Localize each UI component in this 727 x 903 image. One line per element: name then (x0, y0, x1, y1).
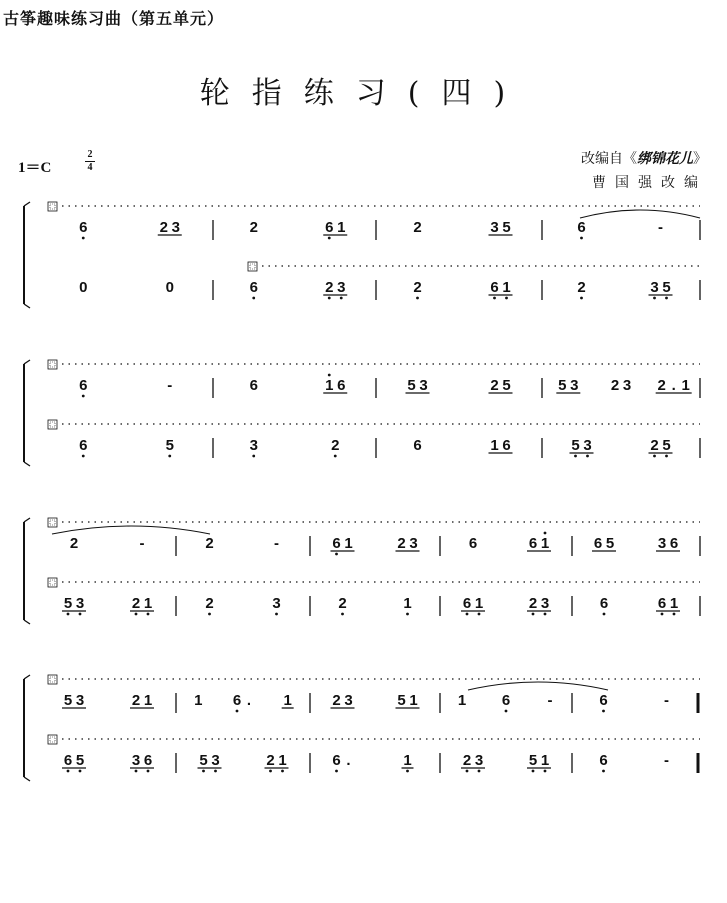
tie-slur (52, 526, 210, 534)
lower-octave-dot (603, 613, 606, 616)
lower-octave-dot (580, 237, 583, 240)
note: 2 (577, 279, 586, 296)
time-signature-top: 2 (87, 149, 93, 160)
tremolo-box-inner (50, 204, 55, 209)
note: 6 (577, 219, 586, 236)
lower-octave-dot (493, 297, 496, 300)
lower-octave-dot (82, 237, 85, 240)
note: 6 (79, 377, 88, 394)
note: 1 (490, 437, 499, 454)
lower-octave-dot (505, 297, 508, 300)
lower-octave-dot (168, 455, 171, 458)
note: 6 (232, 692, 242, 709)
lower-octave-dot (335, 553, 338, 556)
note: 6 (657, 595, 667, 612)
note: 6 (337, 377, 346, 394)
note: 1 (283, 692, 292, 709)
system-brace-bottom (24, 777, 30, 781)
note: 6 (79, 219, 88, 236)
note: 1 (669, 595, 679, 612)
note: 3 (344, 692, 353, 709)
note: 6 (249, 377, 258, 394)
note: 1 (278, 752, 287, 769)
tremolo-box-icon (48, 420, 57, 429)
note: 1 (681, 377, 690, 394)
note: 2 (490, 377, 499, 394)
note: 5 (63, 595, 73, 612)
lower-octave-dot (147, 770, 150, 773)
lower-octave-dot (67, 770, 70, 773)
lower-octave-dot (252, 455, 255, 458)
note: 2 (657, 377, 666, 394)
note: 6 (143, 752, 153, 769)
note: 3 (211, 752, 220, 769)
note: 3 (540, 595, 550, 612)
lower-octave-dot (416, 297, 419, 300)
lower-octave-dot (505, 710, 508, 713)
arranger-credit: 曹国强改编 (592, 175, 707, 191)
note: 5 (397, 692, 406, 709)
lower-octave-dot (478, 613, 481, 616)
dash-sustain: - (139, 535, 145, 552)
tremolo-box-icon (48, 578, 57, 587)
lower-octave-dot (406, 613, 409, 616)
note: 5 (165, 437, 174, 454)
note: 5 (75, 752, 85, 769)
note: 6 (325, 219, 334, 236)
lower-octave-dot (665, 297, 668, 300)
lower-octave-dot (334, 455, 337, 458)
tie-slur (468, 682, 608, 690)
upper-octave-dot (328, 374, 331, 377)
tremolo-box-inner (50, 580, 55, 585)
note: 5 (662, 437, 671, 454)
lower-octave-dot (478, 770, 481, 773)
note: 2 (462, 752, 472, 769)
note: 2 (332, 692, 341, 709)
lower-octave-dot (79, 770, 82, 773)
source-prefix: 改编自《 (581, 151, 637, 167)
note: 1 (344, 535, 353, 552)
note: 2 (338, 595, 347, 612)
note: 3 (75, 595, 85, 612)
lower-octave-dot (82, 395, 85, 398)
lower-octave-dot (532, 770, 535, 773)
tremolo-box-inner (50, 362, 55, 367)
system-brace-bottom (24, 620, 30, 624)
lower-octave-dot (341, 613, 344, 616)
note: 3 (75, 692, 85, 709)
lower-octave-dot (574, 455, 577, 458)
note: 2 (528, 595, 538, 612)
note: 1 (409, 692, 418, 709)
lower-octave-dot (82, 455, 85, 458)
tremolo-box-icon (48, 202, 57, 211)
note: 2 (331, 437, 340, 454)
note: 3 (409, 535, 418, 552)
lower-octave-dot (335, 770, 338, 773)
note: 3 (474, 752, 484, 769)
tremolo-box-inner (50, 520, 55, 525)
lower-octave-dot (79, 613, 82, 616)
lower-octave-dot (406, 770, 409, 773)
lower-octave-dot (328, 297, 331, 300)
lower-octave-dot (602, 710, 605, 713)
note: 2 (205, 595, 214, 612)
lower-octave-dot (328, 237, 331, 240)
note: 1 (403, 752, 412, 769)
note: 3 (650, 279, 659, 296)
lower-octave-dot (661, 613, 664, 616)
lower-octave-dot (281, 770, 284, 773)
lower-octave-dot (340, 297, 343, 300)
note: 2 (397, 535, 406, 552)
tremolo-box-icon (48, 675, 57, 684)
lower-octave-dot (269, 770, 272, 773)
note: 2 (131, 595, 141, 612)
note: 5 (407, 377, 416, 394)
note: 2 (650, 437, 659, 454)
lower-octave-dot (673, 613, 676, 616)
note: 1 (502, 279, 511, 296)
tremolo-box-icon (48, 735, 57, 744)
lower-octave-dot (135, 770, 138, 773)
lower-octave-dot (275, 613, 278, 616)
note: 1 (540, 535, 550, 552)
note: 3 (419, 377, 428, 394)
lower-octave-dot (602, 770, 605, 773)
tremolo-box-inner (50, 422, 55, 427)
note: 5 (502, 219, 511, 236)
system-brace-top (24, 675, 30, 679)
lower-octave-dot (544, 770, 547, 773)
note: 2 (266, 752, 275, 769)
series-title: 古筝趣味练习曲（第五单元） (3, 9, 225, 28)
note: . (246, 692, 252, 709)
tie-slur (580, 210, 700, 218)
note: 6 (79, 437, 88, 454)
note: 6 (63, 752, 73, 769)
note: 5 (63, 692, 73, 709)
dash-sustain: - (664, 752, 669, 769)
note: 2 (249, 219, 258, 236)
lower-octave-dot (214, 770, 217, 773)
note: 6 (413, 437, 422, 454)
source-song: 绑锦花儿 (637, 151, 693, 167)
lower-octave-dot (580, 297, 583, 300)
dash-sustain: - (658, 219, 663, 236)
tremolo-box-inner (50, 737, 55, 742)
lower-octave-dot (665, 455, 668, 458)
lower-octave-dot (135, 613, 138, 616)
note: 1 (143, 595, 153, 612)
note: 1 (474, 595, 484, 612)
note: 1 (403, 595, 412, 612)
note: 6 (249, 279, 258, 296)
note: 1 (194, 692, 203, 709)
note: 3 (570, 377, 579, 394)
dash-sustain: - (274, 535, 279, 552)
note: 6 (502, 437, 511, 454)
note: 2 (610, 377, 620, 394)
system-brace-top (24, 360, 30, 364)
system-brace-top (24, 518, 30, 522)
note: 3 (131, 752, 141, 769)
lower-octave-dot (208, 613, 211, 616)
note: 6 (599, 692, 608, 709)
tremolo-box-inner (250, 264, 255, 269)
lower-octave-dot (653, 297, 656, 300)
note: 1 (143, 692, 153, 709)
note: 2 (69, 535, 79, 552)
note: 2 (413, 279, 422, 296)
lower-octave-dot (236, 710, 239, 713)
note: 2 (159, 219, 168, 236)
lower-octave-dot (466, 770, 469, 773)
note: 6 (669, 535, 679, 552)
note: 1 (457, 692, 467, 709)
lower-octave-dot (544, 613, 547, 616)
note: 3 (171, 219, 180, 236)
note: 3 (490, 219, 499, 236)
system-brace-bottom (24, 462, 30, 466)
key-signature: 1＝C (18, 160, 52, 176)
note: 6 (462, 595, 472, 612)
note: 6 (528, 535, 538, 552)
lower-octave-dot (67, 613, 70, 616)
system-brace-top (24, 202, 30, 206)
note: 3 (249, 437, 258, 454)
piece-title: 轮指练习(四) (199, 76, 528, 111)
lower-octave-dot (252, 297, 255, 300)
note: 6 (599, 595, 609, 612)
lower-octave-dot (147, 613, 150, 616)
note: . (671, 377, 676, 394)
system-brace-bottom (24, 304, 30, 308)
note: 5 (558, 377, 567, 394)
note: 3 (622, 377, 632, 394)
dash-sustain: - (547, 692, 553, 709)
note: 1 (337, 219, 346, 236)
note: 5 (502, 377, 511, 394)
note: 6 (332, 752, 341, 769)
lower-octave-dot (586, 455, 589, 458)
note: 3 (657, 535, 667, 552)
dash-sustain: - (664, 692, 669, 709)
note: 3 (583, 437, 592, 454)
note: 6 (490, 279, 499, 296)
note: 5 (199, 752, 208, 769)
tremolo-box-inner (50, 677, 55, 682)
lower-octave-dot (532, 613, 535, 616)
note: 2 (413, 219, 422, 236)
note: 6 (468, 535, 478, 552)
note: 6 (332, 535, 341, 552)
lower-octave-dot (466, 613, 469, 616)
time-signature-bottom: 4 (87, 162, 93, 173)
note: 2 (205, 535, 214, 552)
note: 1 (540, 752, 550, 769)
note: 5 (571, 437, 580, 454)
note: . (346, 752, 351, 769)
note: 6 (501, 692, 511, 709)
note: 1 (325, 377, 334, 394)
lower-octave-dot (653, 455, 656, 458)
note: 5 (662, 279, 671, 296)
note: 0 (165, 279, 174, 296)
note: 5 (605, 535, 615, 552)
tremolo-box-icon (48, 360, 57, 369)
note: 2 (325, 279, 334, 296)
note: 0 (79, 279, 88, 296)
tremolo-box-icon (48, 518, 57, 527)
source-suffix: 》 (693, 151, 707, 167)
dash-sustain: - (167, 377, 173, 394)
note: 6 (599, 752, 608, 769)
note: 6 (593, 535, 603, 552)
note: 3 (272, 595, 281, 612)
note: 3 (337, 279, 346, 296)
note: 2 (131, 692, 141, 709)
tremolo-box-icon (248, 262, 257, 271)
lower-octave-dot (202, 770, 205, 773)
upper-octave-dot (544, 532, 547, 535)
note: 5 (528, 752, 538, 769)
